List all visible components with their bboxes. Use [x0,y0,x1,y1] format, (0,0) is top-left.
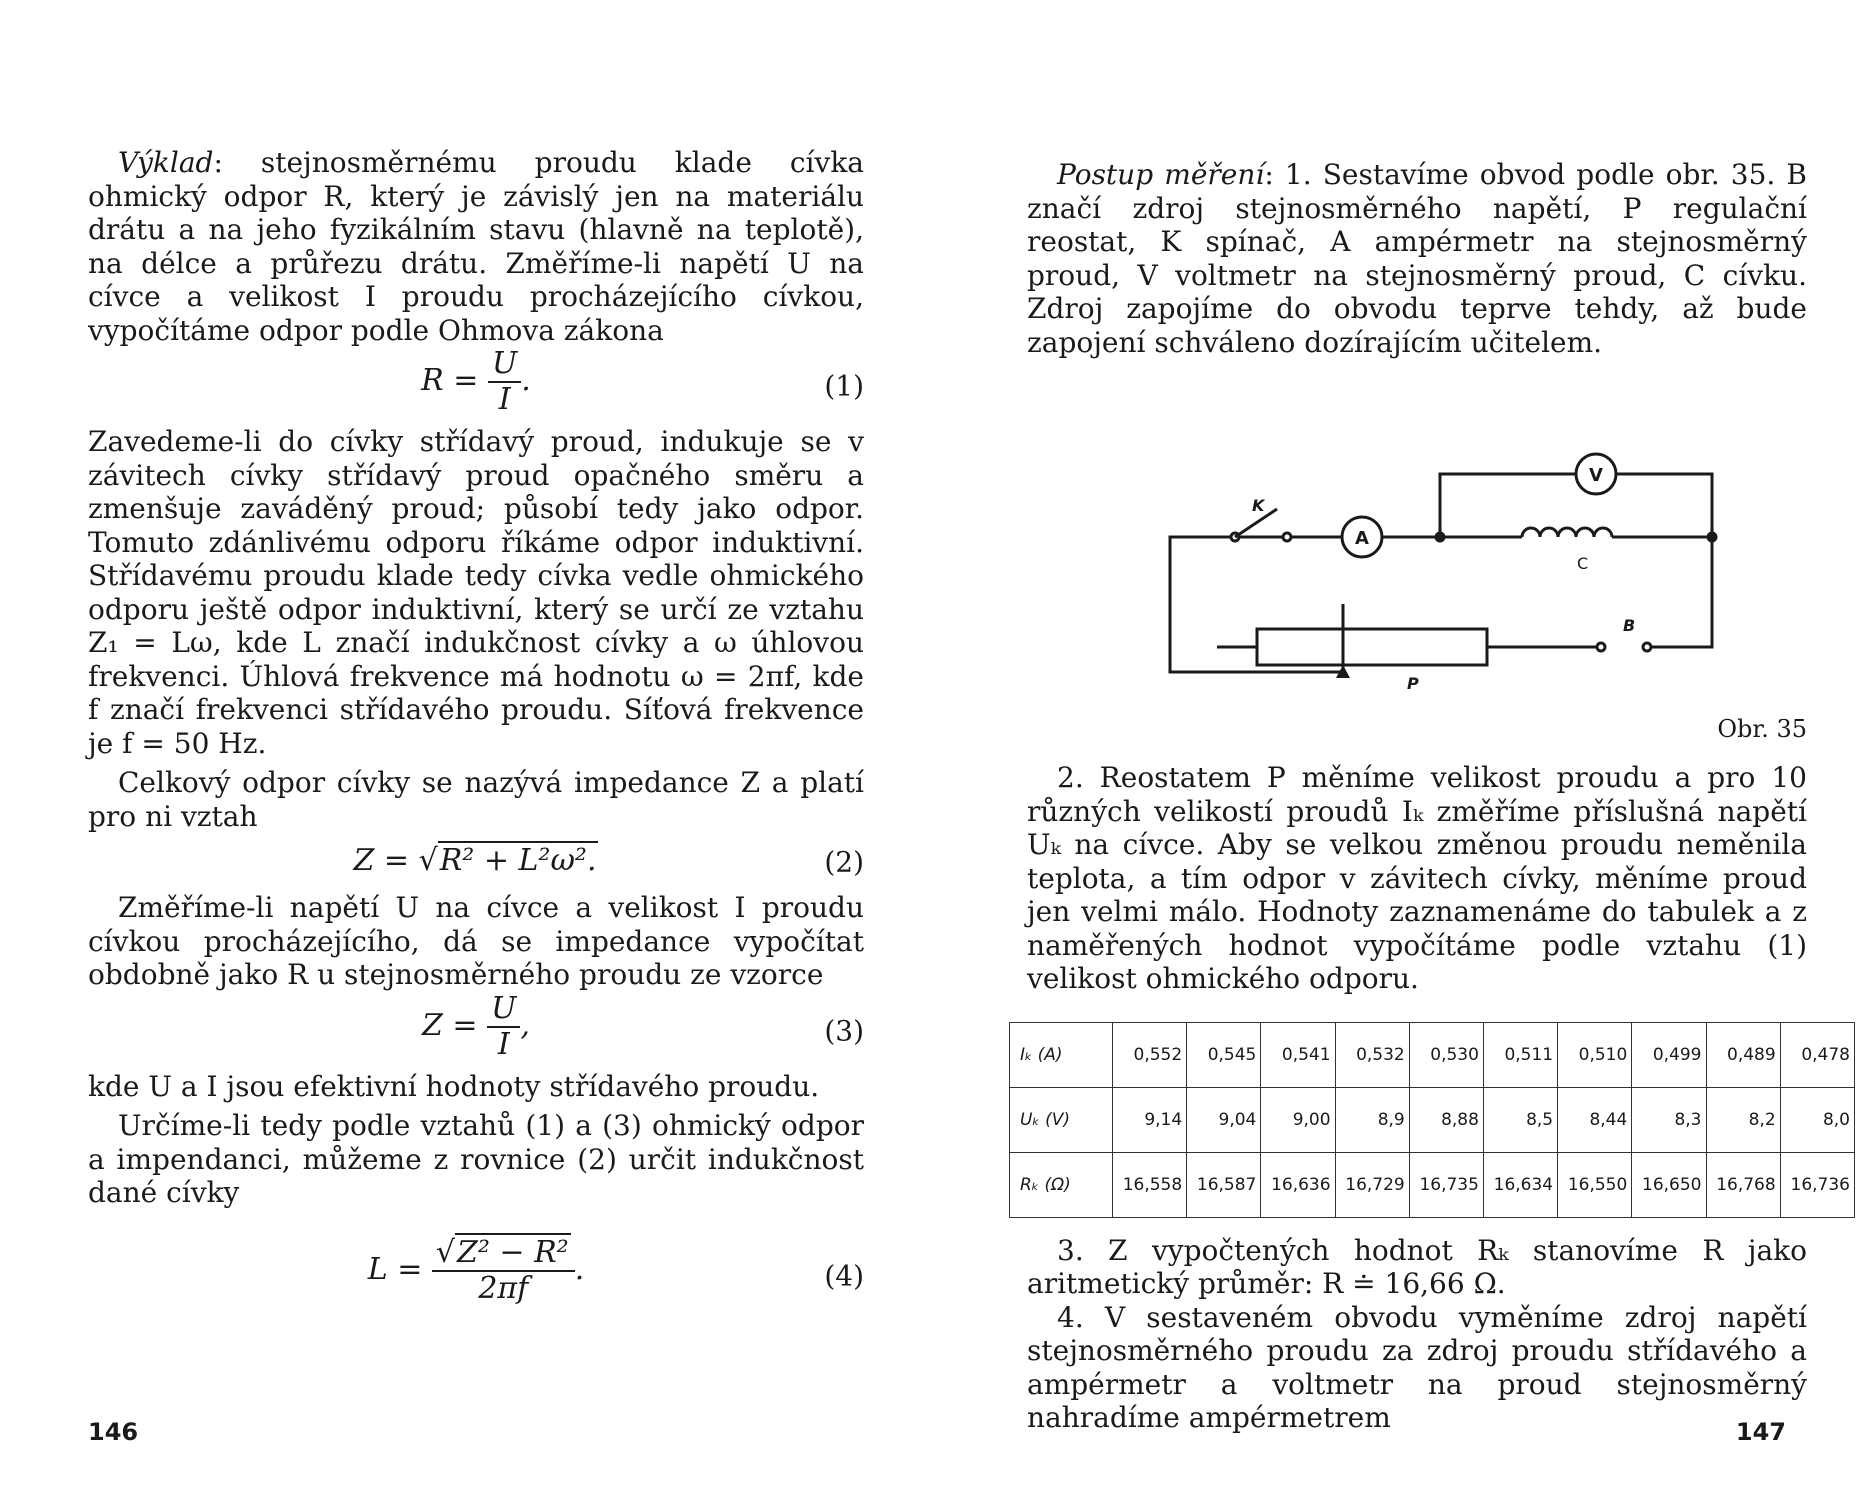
paragraph-inductive: Zavedeme-li do cívky střídavý proud, indukuje se v závitech cívky střídavý proud opačného směru a zmenšuje zaváděný proud; působí tedy jako odpor. Tomuto zdánlivému odporu říkáme odpor induktivní. Střídavému proudu klade tedy cívka vedle ohmického odporu ještě odpor induktivní, který se určí ze vztahu Z₁ = Lω, kde L značí indukčnost cívky a ω úhlovou frekvenci. Úhlová frekvence má hodnotu ω = 2πf, kde f značí frekvenci střídavého proudu. Síťová frekvence je f = 50 Hz. [88,425,864,760]
eq4-fraction [432,1236,575,1306]
switch-contact-right [1283,533,1291,541]
page-number-right: 147 [1735,1418,1786,1446]
table-cell: 8,5 [1483,1087,1557,1152]
wire-right-side [1652,537,1712,647]
table-cell: 0,511 [1483,1022,1557,1087]
paragraph-postup [1027,158,1807,359]
table-cell: 16,558 [1113,1152,1187,1217]
label-c: C [1577,554,1589,573]
table-row-header: Iₖ (A) [1010,1022,1113,1087]
circuit-diagram [1027,359,1807,719]
equation-1 [88,347,864,425]
table-cell: 8,0 [1780,1087,1854,1152]
eq3-denominator: I [497,1026,510,1062]
postup-label: Postup měření [1057,158,1265,191]
table-cell: 16,735 [1409,1152,1483,1217]
table-cell: 16,636 [1261,1152,1335,1217]
paragraph-measure: Změříme-li napětí U na cívce a velikost I proudu cívkou procházejícího, dá se impedance vypočítat obdobně jako R u stejnosměrného proudu ze vzorce [88,891,864,991]
label-b: B [1623,616,1636,635]
table-row [1010,1152,1855,1217]
table-cell: 0,530 [1409,1022,1483,1087]
table-cell: 0,489 [1706,1022,1780,1087]
right-text-column [1020,158,1850,1435]
wire-voltmeter-left [1440,474,1576,537]
eq2-lhs: Z = √ [353,843,438,878]
source-terminal-right [1643,643,1651,651]
vyklad-label: Výklad [118,146,214,179]
eq3-lhs: Z = [422,1007,478,1043]
table-cell: 0,510 [1558,1022,1632,1087]
label-a: A [1355,528,1369,549]
right-page [937,0,1874,1500]
table-cell: 9,00 [1261,1087,1335,1152]
table-cell: 16,587 [1187,1152,1261,1217]
table-cell: 8,3 [1632,1087,1706,1152]
vyklad-text: : stejnosměrnému proudu klade cívka ohmický odpor R, který je závislý jen na materiálu drátu a na jeho fyzikálním stavu (hlavně na teplotě), na délce a průřezu drátu. Změříme-li napětí U na cívce a velikost I proudu procházejícího cívkou, vypočítáme odpor podle Ohmova zákona [88,146,864,347]
table-cell: 16,550 [1558,1152,1632,1217]
eq1-tail: . [521,363,531,398]
table-cell: 9,14 [1113,1087,1187,1152]
table-cell: 16,768 [1706,1152,1780,1217]
coil-symbol [1522,528,1612,537]
rheostat-symbol [1257,629,1487,665]
eq1-numerator: U [488,347,521,383]
eq4-radicand: Z² − R² [457,1234,569,1270]
left-text-column [88,146,864,1324]
table-cell: 0,545 [1187,1022,1261,1087]
table-cell: 16,634 [1483,1152,1557,1217]
table-cell: 8,2 [1706,1087,1780,1152]
eq2-radicand: R² + L²ω². [439,843,597,878]
table-cell: 16,736 [1780,1152,1854,1217]
eq1-number: (1) [824,369,864,403]
page-number-left: 146 [88,1418,139,1446]
table-row-header: Uₖ (V) [1010,1087,1113,1152]
table-cell: 8,44 [1558,1087,1632,1152]
paragraph-impedance: Celkový odpor cívky se nazývá impedance Z a platí pro ni vztah [88,766,864,833]
postup-text: : 1. Sestavíme obvod podle obr. 35. B značí zdroj stejnosměrného napětí, P regulační reostat, K spínač, A ampérmetr na stejnosměrný proud, V voltmetr na stejnosměrný proud, C cívku. Zdroj zapojíme do obvodu teprve tehdy, až bude zapojení schváleno dozírajícím učitelem. [1027,158,1807,359]
label-p: P [1407,674,1419,693]
paragraph-ac-source: 4. V sestaveném obvodu vyměníme zdroj napětí stejnosměrného proudu za zdroj proudu střídavého a ampérmetr a voltmetr na proud stejnosměrný nahradíme ampérmetrem [1027,1300,1807,1434]
paragraph-average: 3. Z vypočtených hodnot Rₖ stanovíme R jako aritmetický průměr: R ≐ 16,66 Ω. [1027,1233,1807,1300]
eq3-numerator: U [487,992,520,1028]
paragraph-inductance: Určíme-li tedy podle vztahů (1) a (3) ohmický odpor a impendanci, můžeme z rovnice (2) určit indukčnost dané cívky [88,1109,864,1209]
eq1-denominator: I [498,382,511,417]
eq3-tail: , [520,1007,530,1043]
figure-caption: Obr. 35 [1717,715,1807,743]
table-cell: 8,9 [1335,1087,1409,1152]
table-row [1010,1022,1855,1087]
table-cell: 16,650 [1632,1152,1706,1217]
eq4-denominator: 2πf [478,1270,529,1306]
eq4-tail: . [574,1251,585,1287]
eq1-fraction [488,347,521,417]
table-cell: 9,04 [1187,1087,1261,1152]
eq4-root-sign: √ [435,1234,456,1270]
equation-2 [88,833,864,891]
table-cell: 0,532 [1335,1022,1409,1087]
eq4-numerator [432,1236,575,1272]
label-v: V [1589,465,1603,486]
paragraph-vyklad [88,146,864,347]
table-cell: 0,552 [1113,1022,1187,1087]
label-k: K [1252,496,1265,515]
table-cell: 16,729 [1335,1152,1409,1217]
table-cell: 8,88 [1409,1087,1483,1152]
paragraph-effective: kde U a I jsou efektivní hodnoty střídavého proudu. [88,1069,820,1103]
eq4-lhs: L = [367,1251,423,1287]
eq2-number: (2) [824,845,864,879]
measurement-table [1009,1022,1855,1218]
table-row-header: Rₖ (Ω) [1010,1152,1113,1217]
equation-4 [88,1228,864,1324]
eq3-number: (3) [824,1014,864,1047]
wire-voltmeter-right [1616,474,1712,537]
table-row [1010,1087,1855,1152]
source-terminal-left [1597,643,1605,651]
table-cell: 0,499 [1632,1022,1706,1087]
equation-3 [88,992,864,1070]
eq1-lhs: R = [421,363,479,398]
table-cell: 0,478 [1780,1022,1854,1087]
table-cell: 0,541 [1261,1022,1335,1087]
paragraph-reostat: 2. Reostatem P měníme velikost proudu a pro 10 různých velikostí proudů Iₖ změříme příslušná napětí Uₖ na cívce. Aby se velkou změnou proudu neměnila teplota, a tím odpor v závitech cívky, měníme proud jen velmi málo. Hodnoty zaznamenáme do tabulek a z naměřených hodnot vypočítáme podle vztahu (1) velikost ohmického odporu. [1027,761,1807,995]
eq4-number: (4) [824,1259,864,1292]
eq3-fraction [487,992,520,1062]
